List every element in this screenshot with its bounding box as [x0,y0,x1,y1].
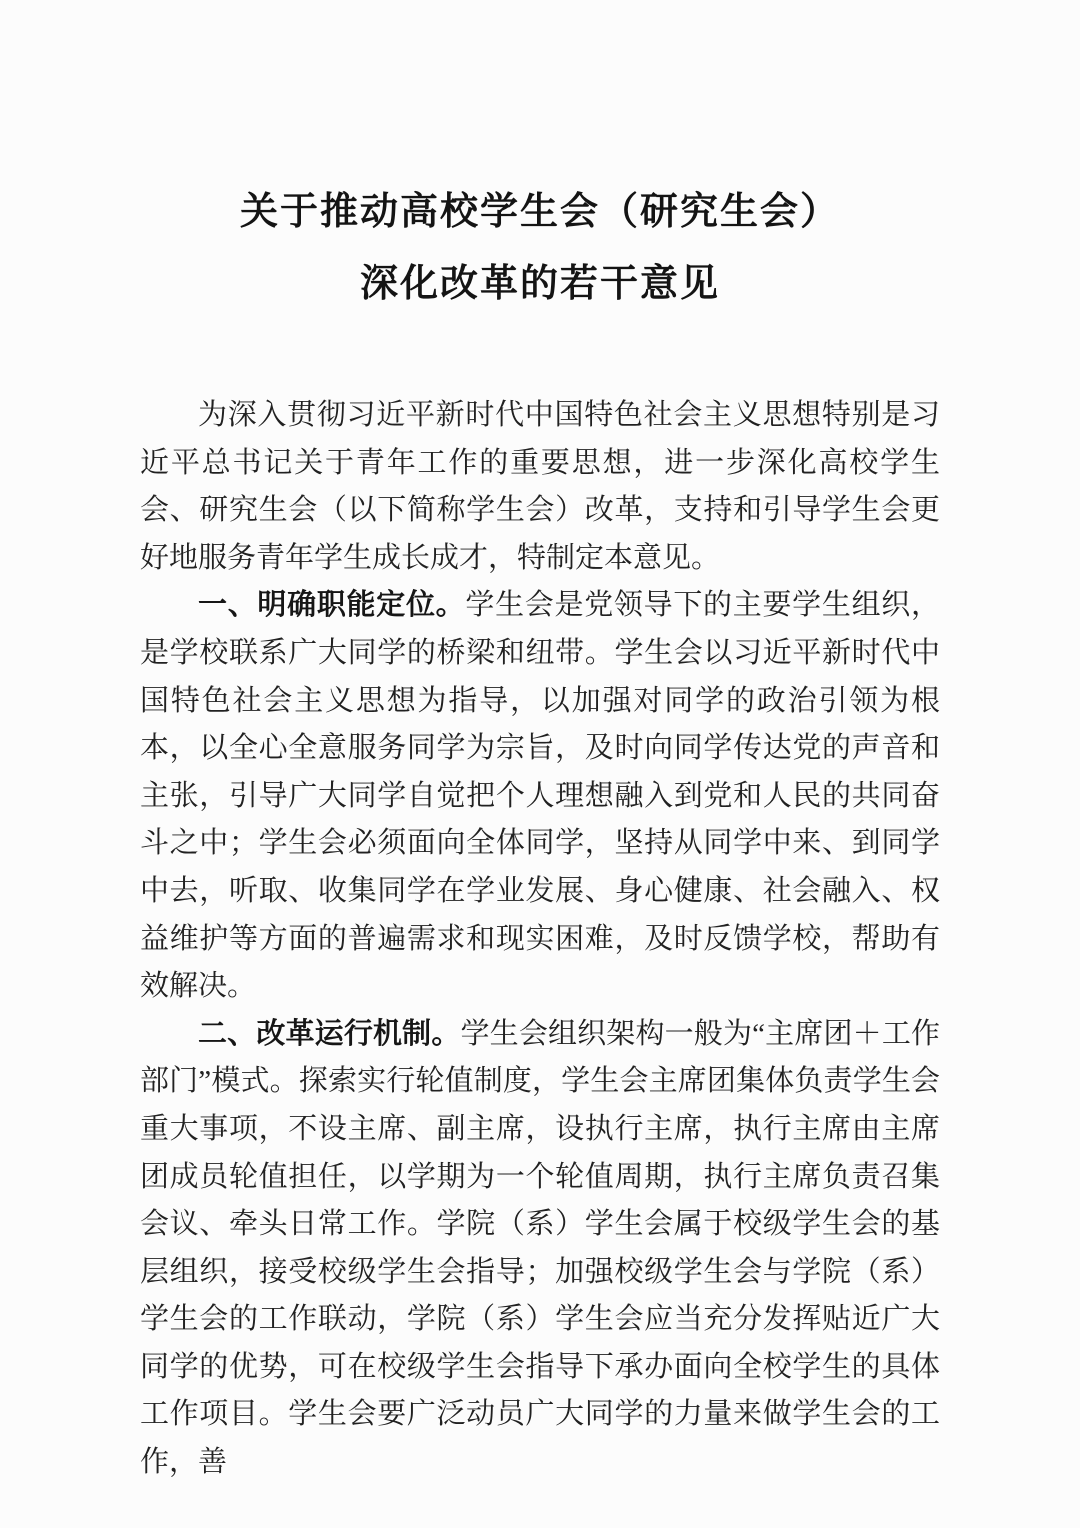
document-body [140,392,940,1487]
section-2-heading: 二、改革运行机制。 [198,1017,461,1050]
document-title-line-1: 关于推动高校学生会（研究生会） [239,191,840,233]
section-1-text: 学生会是党领导下的主要学生组织，是学校联系广大同学的桥梁和纽带。学生会以习近平新时代中国特色社会主义思想为指导，以加强对同学的政治引领为根本，以全心全意服务同学为宗旨，及时向同学传达党的声音和主张，引导广大同学自觉把个人理想融入到党和人民的共同奋斗之中；学生会必须面向全体同学，坚持从同学中来、到同学中去，听取、收集同学在学业发展、身心健康、社会融入、权益维护等方面的普遍需求和现实困难，及时反馈学校，帮助有效解决。 [140,589,940,1003]
document-title [140,176,940,320]
paragraph-section-1 [140,582,940,1010]
document-title-line-2: 深化改革的若干意见 [359,263,720,305]
paragraph-intro-text: 为深入贯彻习近平新时代中国特色社会主义思想特别是习近平总书记关于青年工作的重要思想，进一步深化高校学生会、研究生会（以下简称学生会）改革，支持和引导学生会更好地服务青年学生成长成才，特制定本意见。 [140,399,940,574]
paragraph-section-2 [140,1011,940,1487]
section-2-text: 学生会组织架构一般为“主席团＋工作部门”模式。探索实行轮值制度，学生会主席团集体负责学生会重大事项，不设主席、副主席，设执行主席，执行主席由主席团成员轮值担任，以学期为一个轮值周期，执行主席负责召集会议、牵头日常工作。学院（系）学生会属于校级学生会的基层组织，接受校级学生会指导；加强校级学生会与学院（系）学生会的工作联动，学院（系）学生会应当充分发挥贴近广大同学的优势，可在校级学生会指导下承办面向全校学生的具体工作项目。学生会要广泛动员广大同学的力量来做学生会的工作，善 [140,1017,940,1479]
section-1-heading: 一、明确职能定位。 [198,589,466,622]
paragraph-intro [140,392,940,582]
